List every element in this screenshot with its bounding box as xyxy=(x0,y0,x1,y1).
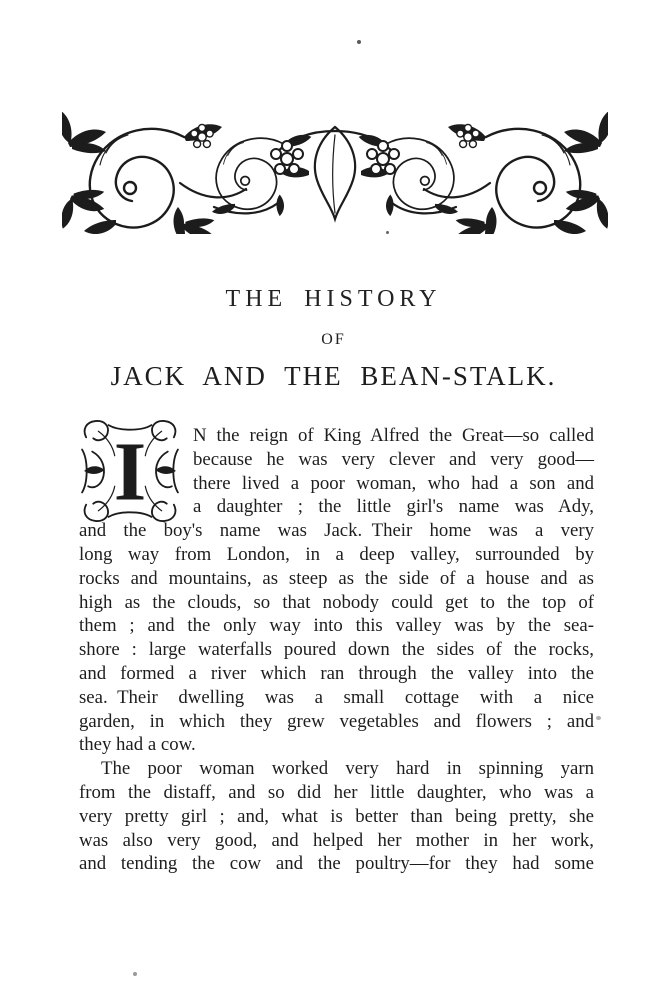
text-line: from the distaff, and so did her little daughter, who was a xyxy=(79,781,594,803)
body-text-block xyxy=(79,424,594,876)
text-line: garden, in which they grew vegetables and flowers ; and xyxy=(79,710,594,732)
drop-cap-initial xyxy=(79,424,183,519)
paragraph-1-last-line: they had a cow. xyxy=(79,734,196,756)
text-line: them ; and the only way into this valley was by the sea- xyxy=(79,615,594,637)
text-line: there lived a poor woman, who had a son and xyxy=(193,472,594,494)
chapter-title: JACK AND THE BEAN-STALK. xyxy=(110,361,557,391)
drop-cap-letter: I xyxy=(113,426,147,519)
text-line: and formed a river which ran through the valley into the xyxy=(79,662,594,684)
text-line: shore : large waterfalls poured down the sides of the rocks, xyxy=(79,639,594,661)
drop-cap-ornament xyxy=(78,419,182,523)
floral-headpiece-ornament xyxy=(62,112,608,234)
text-line: sea. Their dwelling was a small cottage with a nice xyxy=(79,686,594,708)
text-line: and tending the cow and the poultry—for they had some xyxy=(79,853,594,875)
text-line: The poor woman worked very hard in spinning yarn xyxy=(101,758,594,780)
text-line: high as the clouds, so that nobody could get to the top of xyxy=(79,591,594,613)
text-line: was also very good, and helped her mother in her work, xyxy=(79,829,594,851)
paragraph-2-lines xyxy=(79,757,594,876)
scan-speck xyxy=(357,40,361,44)
chapter-supertitle: THE HISTORY xyxy=(225,286,442,312)
text-line: N the reign of King Alfred the Great—so called xyxy=(193,425,594,446)
text-line: very pretty girl ; and, what is better than being pretty, she xyxy=(79,805,594,827)
scan-speck xyxy=(596,716,601,720)
text-line: and the boy's name was Jack. Their home was a very xyxy=(79,520,594,542)
text-line: because he was very clever and very good— xyxy=(193,448,594,470)
text-line: long way from London, in a deep valley, surrounded by xyxy=(79,543,594,565)
text-line: a daughter ; the little girl's name was Ady, xyxy=(193,496,594,518)
scan-speck xyxy=(133,972,137,976)
paragraph-1-full-lines xyxy=(79,519,594,733)
chapter-of-word: OF xyxy=(321,331,346,348)
text-line: rocks and mountains, as steep as the side of a house and as xyxy=(79,567,594,589)
